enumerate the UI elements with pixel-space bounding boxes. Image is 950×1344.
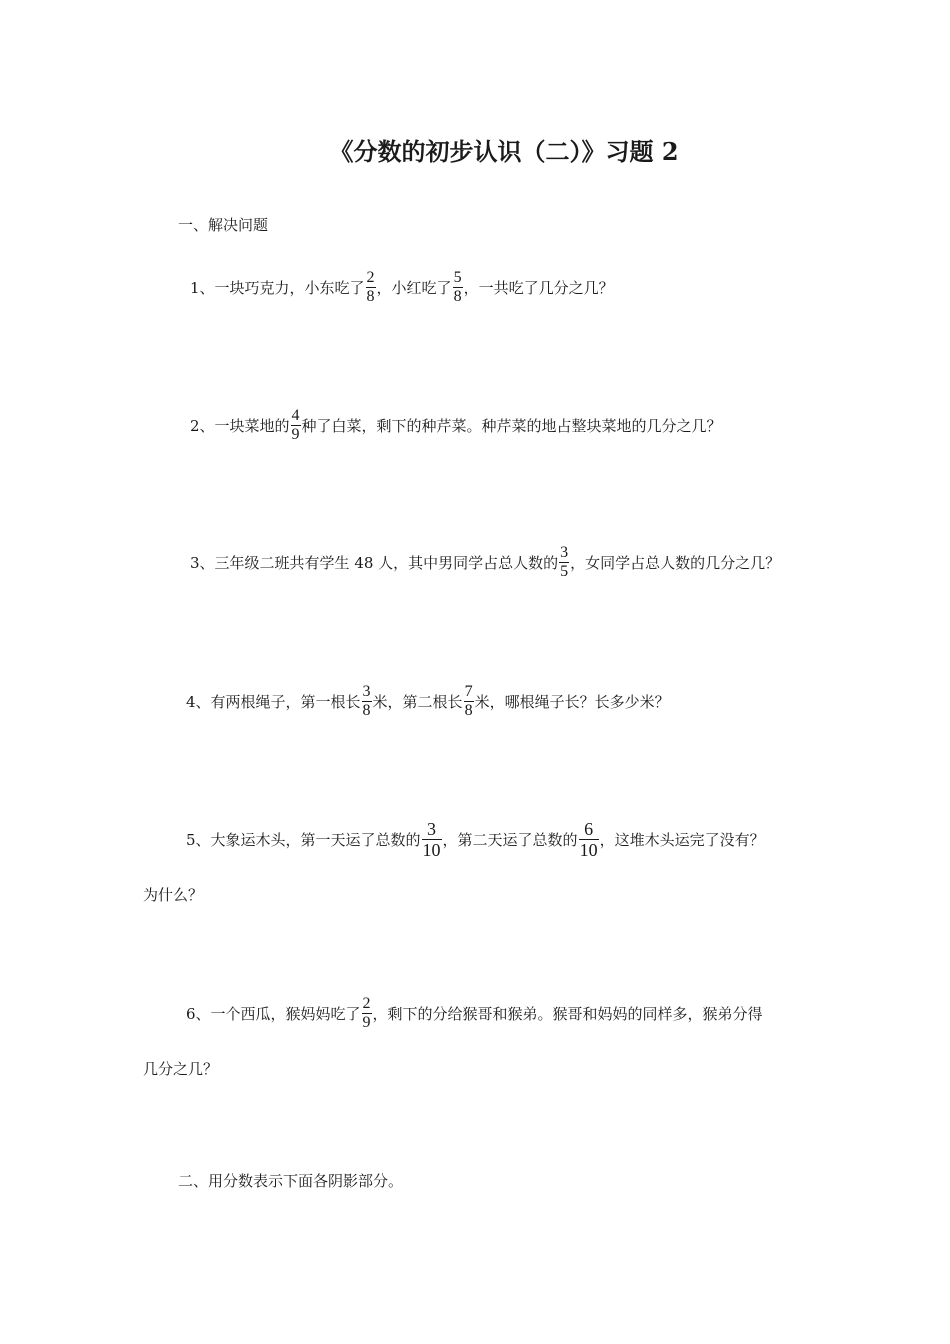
question-4 (186, 684, 670, 719)
question-6 (186, 996, 763, 1031)
section-heading-2: 二、用分数表示下面各阴影部分。 (178, 1172, 404, 1190)
fraction: $\frac{2}{9}$ (362, 995, 371, 1031)
question-1 (190, 270, 614, 305)
q3-text-a: 3、三年级二班共有学生 48 人，其中男同学占总人数的 (190, 554, 559, 572)
q5-text-d: 为什么？ (143, 886, 204, 904)
q4-text-b: 米，第二根长 (372, 693, 463, 711)
fraction: $\frac{3}{8}$ (362, 683, 371, 719)
fraction: $\frac{2}{8}$ (366, 269, 375, 305)
fraction: $\frac{7}{8}$ (464, 683, 473, 719)
question-3 (190, 545, 780, 580)
q2-text-b: 种了白菜，剩下的种芹菜。种芹菜的地占整块菜地的几分之几？ (301, 417, 722, 435)
question-2 (190, 408, 722, 443)
q1-text-b: ，小红吃了 (376, 279, 452, 297)
q5-text-b: ，第二天运了总数的 (442, 831, 578, 849)
fraction: $\frac{3}{5}$ (560, 544, 569, 580)
q4-text-c: 米，哪根绳子长？长多少米？ (474, 693, 670, 711)
q4-text-a: 4、有两根绳子，第一根长 (186, 693, 361, 711)
fraction: $\frac{3}{10}$ (422, 819, 441, 860)
q6-text-c: 几分之几？ (143, 1060, 219, 1078)
q3-text-b: ，女同学占总人数的几分之几？ (570, 554, 781, 572)
question-5 (186, 820, 765, 859)
section-heading-1: 一、解决问题 (178, 216, 269, 234)
q6-text-a: 6、一个西瓜，猴妈妈吃了 (186, 1005, 361, 1023)
page-title: 《分数的初步认识（二）》习题 2 (329, 137, 679, 166)
q1-text-c: ，一共吃了几分之几？ (463, 279, 614, 297)
q5-text-c: ，这堆木头运完了没有？ (599, 831, 765, 849)
fraction: $\frac{4}{9}$ (291, 407, 300, 443)
q1-text-a: 1、一块巧克力，小东吃了 (190, 279, 365, 297)
fraction: $\frac{6}{10}$ (579, 819, 598, 860)
q6-text-b: ，剩下的分给猴哥和猴弟。猴哥和妈妈的同样多，猴弟分得 (372, 1005, 763, 1023)
q2-text-a: 2、一块菜地的 (190, 417, 290, 435)
fraction: $\frac{5}{8}$ (453, 269, 462, 305)
q5-text-a: 5、大象运木头，第一天运了总数的 (186, 831, 421, 849)
